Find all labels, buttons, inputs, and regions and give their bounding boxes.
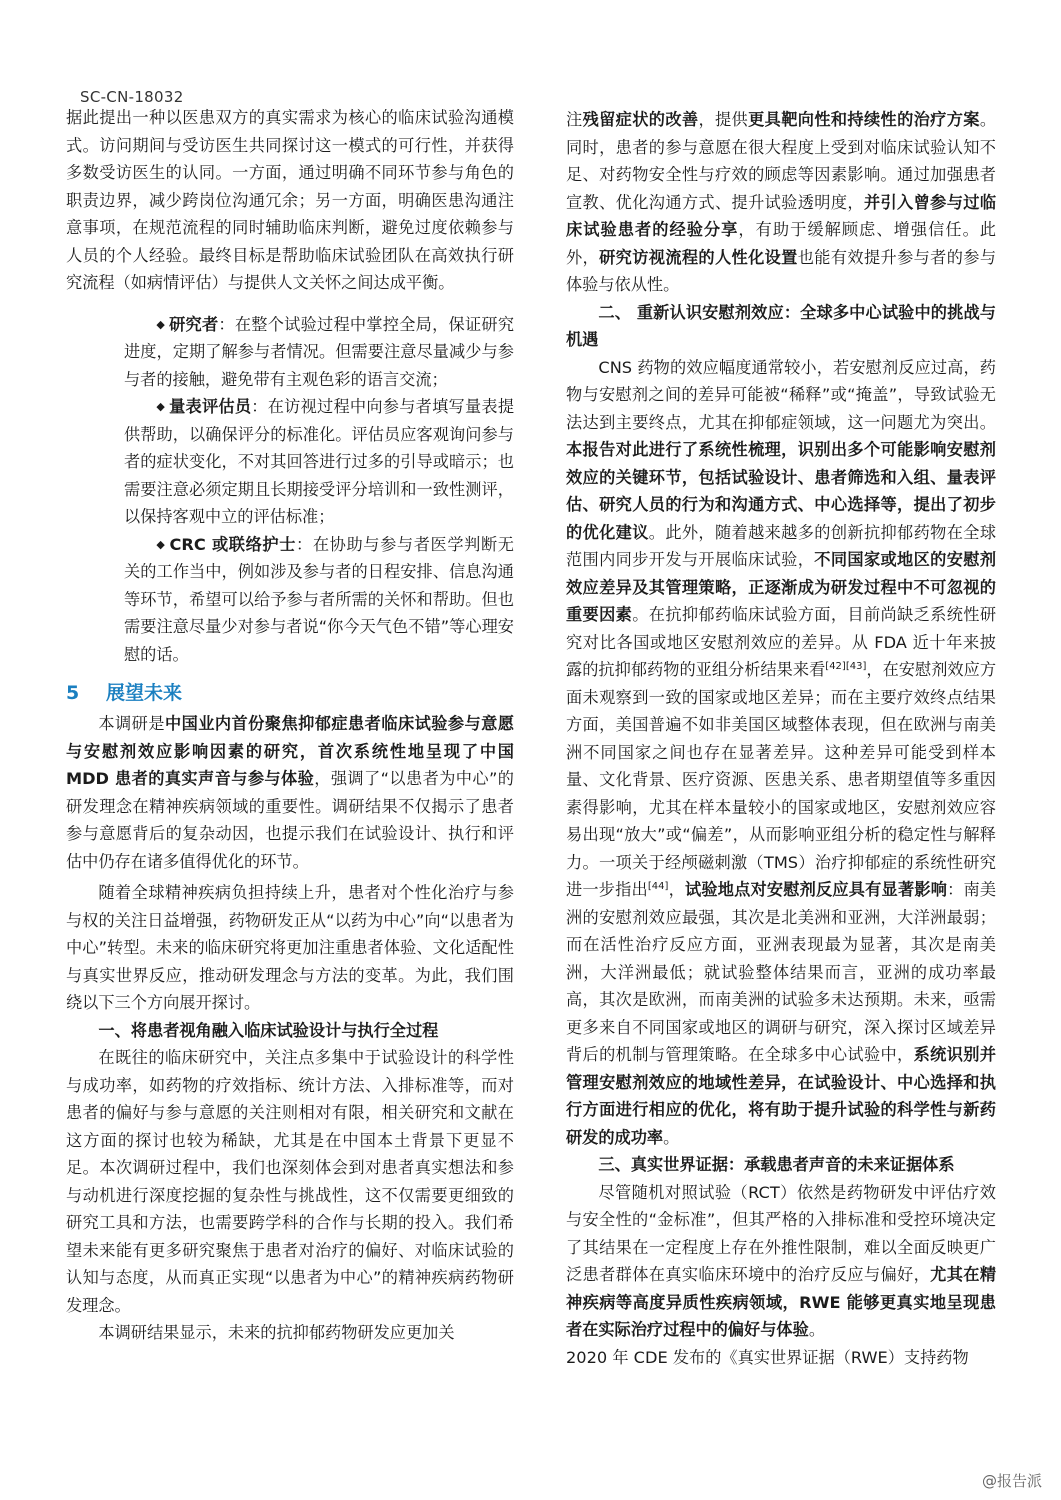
paragraph: 2020 年 CDE 发布的《真实世界证据（RWE）支持药物	[566, 1347, 969, 1367]
paragraph: 在既往的临床研究中，关注点多集中于试验设计的科学性与成功率，如药物的疗效指标、统计方法、入排标准等，而对患者的偏好与参与意愿的关注则相对有限，相关研究和文献在这方面的探讨也较为稀缺，尤其是在中国本土背景下更显不足。本次调研过程中，我们也深刻体会到对患者真实想法和参与动机进行深度挖掘的复杂性与挑战性，这不仅需要更细致的研究工具和方法，也需要跨学科的合作与长期的投入。我们希望未来能有更多研究聚焦于患者对治疗的偏好、对临床试验的认知与态度，从而真正实现“以患者为中心”的精神疾病药物研发理念。	[66, 1048, 514, 1315]
section-heading	[66, 678, 514, 708]
subheading: 二、 重新认识安慰剂效应：全球多中心试验中的挑战与机遇	[566, 302, 996, 349]
list-item: ◆ 量表评估员：在访视过程中向参与者填写量表提供帮助，以确保评分的标准化。评估员应客观询问参与者的症状变化，不对其回答进行过多的引导或暗示；也需要注意必须定期且长期接受评分培训和一致性测评，以保持客观中立的评估标准；	[124, 397, 515, 526]
role-list	[66, 311, 514, 669]
paragraph: 本调研是中国业内首份聚焦抑郁症患者临床试验参与意愿与安慰剂效应影响因素的研究，首次系统性地呈现了中国 MDD 患者的真实声音与参与体验，强调了“以患者为中心”的研发理念在精神疾病领域的重要性。调研结果不仅揭示了患者参与意愿背后的复杂动因，也提示我们在试验设计、执行和评估中仍存在诸多值得优化的环节。	[66, 714, 515, 871]
list-item: ◆ 研究者：在整个试验过程中掌控全局，保证研究进度，定期了解参与者情况。但需要注意尽量减少与参与者的接触，避免带有主观色彩的语言交流；	[124, 314, 515, 389]
watermark: @报告派	[982, 1472, 1043, 1490]
citation-ref: [44]	[647, 881, 669, 892]
section-number: 5	[66, 682, 80, 704]
paragraph: 注残留症状的改善，提供更具靶向性和持续性的治疗方案。同时，患者的参与意愿在很大程度上受到对临床试验认知不足、对药物安全性与疗效的顾虑等因素影响。通过加强患者宣教、优化沟通方式、提升试验透明度，并引入曾参与过临床试验患者的经验分享，有助于缓解顾虑、增强信任。此外，研究访视流程的人性化设置也能有效提升参与者的参与体验与依从性。	[566, 110, 997, 294]
paragraph: 尽管随机对照试验（RCT）依然是药物研发中评估疗效与安全性的“金标准”，但其严格的入排标准和受控环境决定了其结果在一定程度上存在外推性限制，难以全面反映更广泛患者群体在真实临床环境中的治疗反应与偏好，尤其在精神疾病等高度异质性疾病领域，RWE 能够更真实地呈现患者在实际治疗过程中的偏好与体验。	[566, 1182, 997, 1339]
list-item: ◆ CRC 或联络护士：在协助与参与者医学判断无关的工作当中，例如涉及参与者的日程安排、信息沟通等环节，希望可以给予参与者所需的关怀和帮助。但也需要注意尽量少对参与者说“你今天气色不错”等心理安慰的话。	[124, 534, 514, 664]
right-column	[566, 106, 996, 1371]
diamond-bullet-icon: ◆	[156, 537, 166, 551]
citation-ref: [42][43]	[825, 661, 867, 672]
left-column	[66, 104, 514, 1347]
subheading: 三、真实世界证据：承载患者声音的未来证据体系	[598, 1155, 955, 1174]
section-title: 展望未来	[106, 682, 183, 704]
diamond-bullet-icon: ◆	[156, 317, 166, 331]
paragraph: CNS 药物的效应幅度通常较小，若安慰剂反应过高，药物与安慰剂之间的差异可能被“稀释”或“掩盖”，导致试验无法达到主要终点，尤其在抑郁症领域，这一问题尤为突出。本报告对此进行了系统性梳理，识别出多个可能影响安慰剂效应的关键环节，包括试验设计、患者筛选和入组、量表评估、研究人员的行为和沟通方式、中心选择等，提出了初步的优化建议。此外，随着越来越多的创新抗抑郁药物在全球范围内同步开发与开展临床试验，不同国家或地区的安慰剂效应差异及其管理策略，正逐渐成为研发过程中不可忽视的重要因素。在抗抑郁药临床试验方面，目前尚缺乏系统性研究对比各国或地区安慰剂效应的差异。从 FDA 近十年来披露的抗抑郁药物的亚组分析结果来看[42][43]，在安慰剂效应方面未观察到一致的国家或地区差异；而在主要疗效终点结果方面，美国普遍不如非美国区域整体表现，但在欧洲与南美洲不同国家之间也存在显著差异。这种差异可能受到样本量、文化背景、医疗资源、医患关系、患者期望值等多重因素得影响，尤其在样本量较小的国家或地区，安慰剂效应容易出现“放大”或“偏差”，从而影响亚组分析的稳定性与解释力。一项关于经颅磁刺激（TMS）治疗抑郁症的系统性研究进一步指出[44]，试验地点对安慰剂反应具有显著影响：南美洲的安慰剂效应最强，其次是北美洲和亚洲，大洋洲最弱；而在活性治疗反应方面，亚洲表现最为显著，其次是南美洲，大洋洲最低；就试验整体结果而言，亚洲的成功率最高，其次是欧洲，而南美洲的试验多未达预期。未来，亟需更多来自不同国家或地区的调研与研究，深入探讨区域差异背后的机制与管理策略。在全球多中心试验中，系统识别并管理安慰剂效应的地域性差异，在试验设计、中心选择和执行方面进行相应的优化，将有助于提升试验的科学性与新药研发的成功率。	[566, 357, 997, 1147]
paragraph: 随着全球精神疾病负担持续上升，患者对个性化治疗与参与权的关注日益增强，药物研发正从“以药为中心”向“以患者为中心”转型。未来的临床研究将更加注重患者体验、文化适配性与真实世界反应，推动研发理念与方法的变革。为此，我们围绕以下三个方向展开探讨。	[66, 883, 514, 1012]
document-code: SC-CN-18032	[80, 88, 184, 106]
diamond-bullet-icon: ◆	[156, 400, 166, 413]
paragraph: 据此提出一种以医患双方的真实需求为核心的临床试验沟通模式。访问期间与受访医生共同探讨这一模式的可行性，并获得多数受访医生的认同。一方面，通过明确不同环节参与角色的职责边界，减少跨岗位沟通冗余；另一方面，明确医患沟通注意事项，在规范流程的同时辅助临床判断，避免过度依赖参与人员的个人经验。最终目标是帮助临床试验团队在高效执行研究流程（如病情评估）与提供人文关怀之间达成平衡。	[66, 108, 514, 292]
subheading: 一、将患者视角融入临床试验设计与执行全过程	[98, 1020, 439, 1040]
paragraph: 本调研结果显示，未来的抗抑郁药物研发应更加关	[98, 1323, 455, 1342]
